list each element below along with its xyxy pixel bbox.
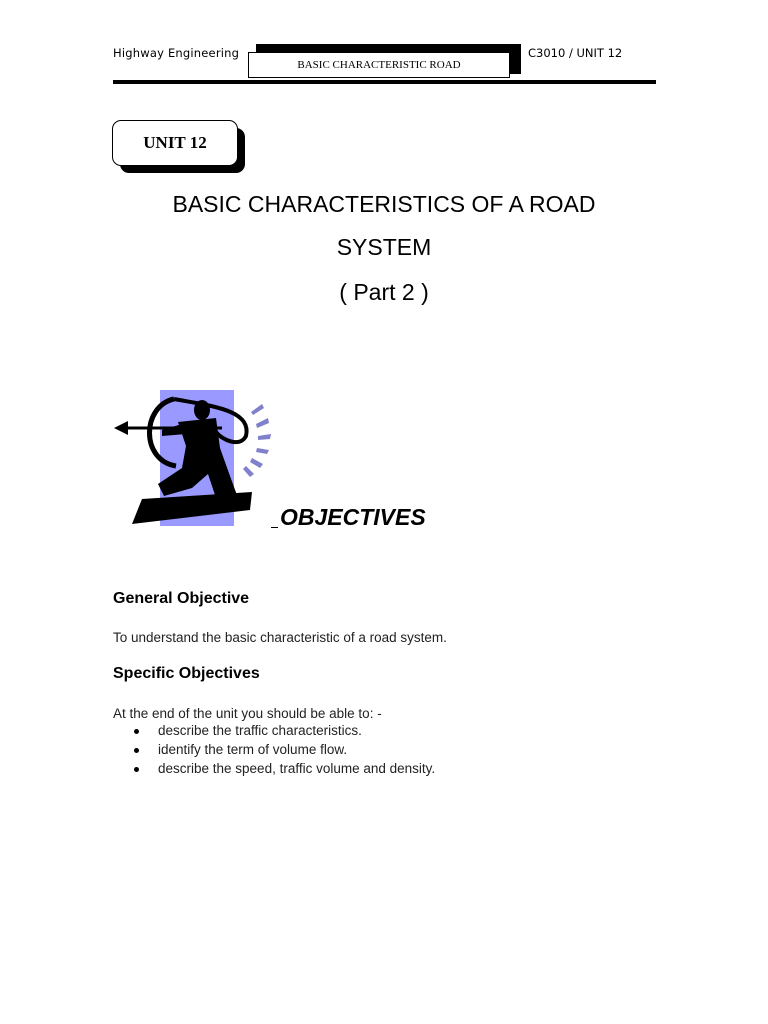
general-objective-heading: General Objective <box>113 590 250 607</box>
list-item-text: identify the term of volume flow. <box>158 742 348 757</box>
list-item <box>134 723 435 742</box>
list-item-text: describe the traffic characteristics. <box>158 723 362 738</box>
list-item <box>134 742 435 761</box>
header-unit-code: C3010 / UNIT 12 <box>528 46 623 60</box>
page-title-line-3: ( Part 2 ) <box>339 279 429 305</box>
unit-badge: UNIT 12 <box>112 120 238 166</box>
objectives-heading: OBJECTIVES <box>280 504 426 530</box>
header-rule <box>113 80 656 84</box>
specific-objectives-intro: At the end of the unit you should be able to: - <box>113 706 382 721</box>
objectives-underscore <box>271 527 278 528</box>
bullet-icon <box>134 748 139 753</box>
bullet-icon <box>134 729 139 734</box>
specific-objectives-heading: Specific Objectives <box>113 665 260 682</box>
bullet-icon <box>134 767 139 772</box>
list-item <box>134 761 435 780</box>
list-item-text: describe the speed, traffic volume and density. <box>158 761 436 776</box>
header-topic-box: BASIC CHARACTERISTIC ROAD <box>248 52 510 78</box>
page-title-line-2: SYSTEM <box>336 234 432 260</box>
specific-objectives-list <box>134 723 435 780</box>
general-objective-text: To understand the basic characteristic of a road system. <box>113 630 447 645</box>
archer-icon <box>112 388 274 528</box>
page-title-line-1: BASIC CHARACTERISTICS OF A ROAD <box>172 191 596 217</box>
header-course-title: Highway Engineering <box>113 46 240 60</box>
